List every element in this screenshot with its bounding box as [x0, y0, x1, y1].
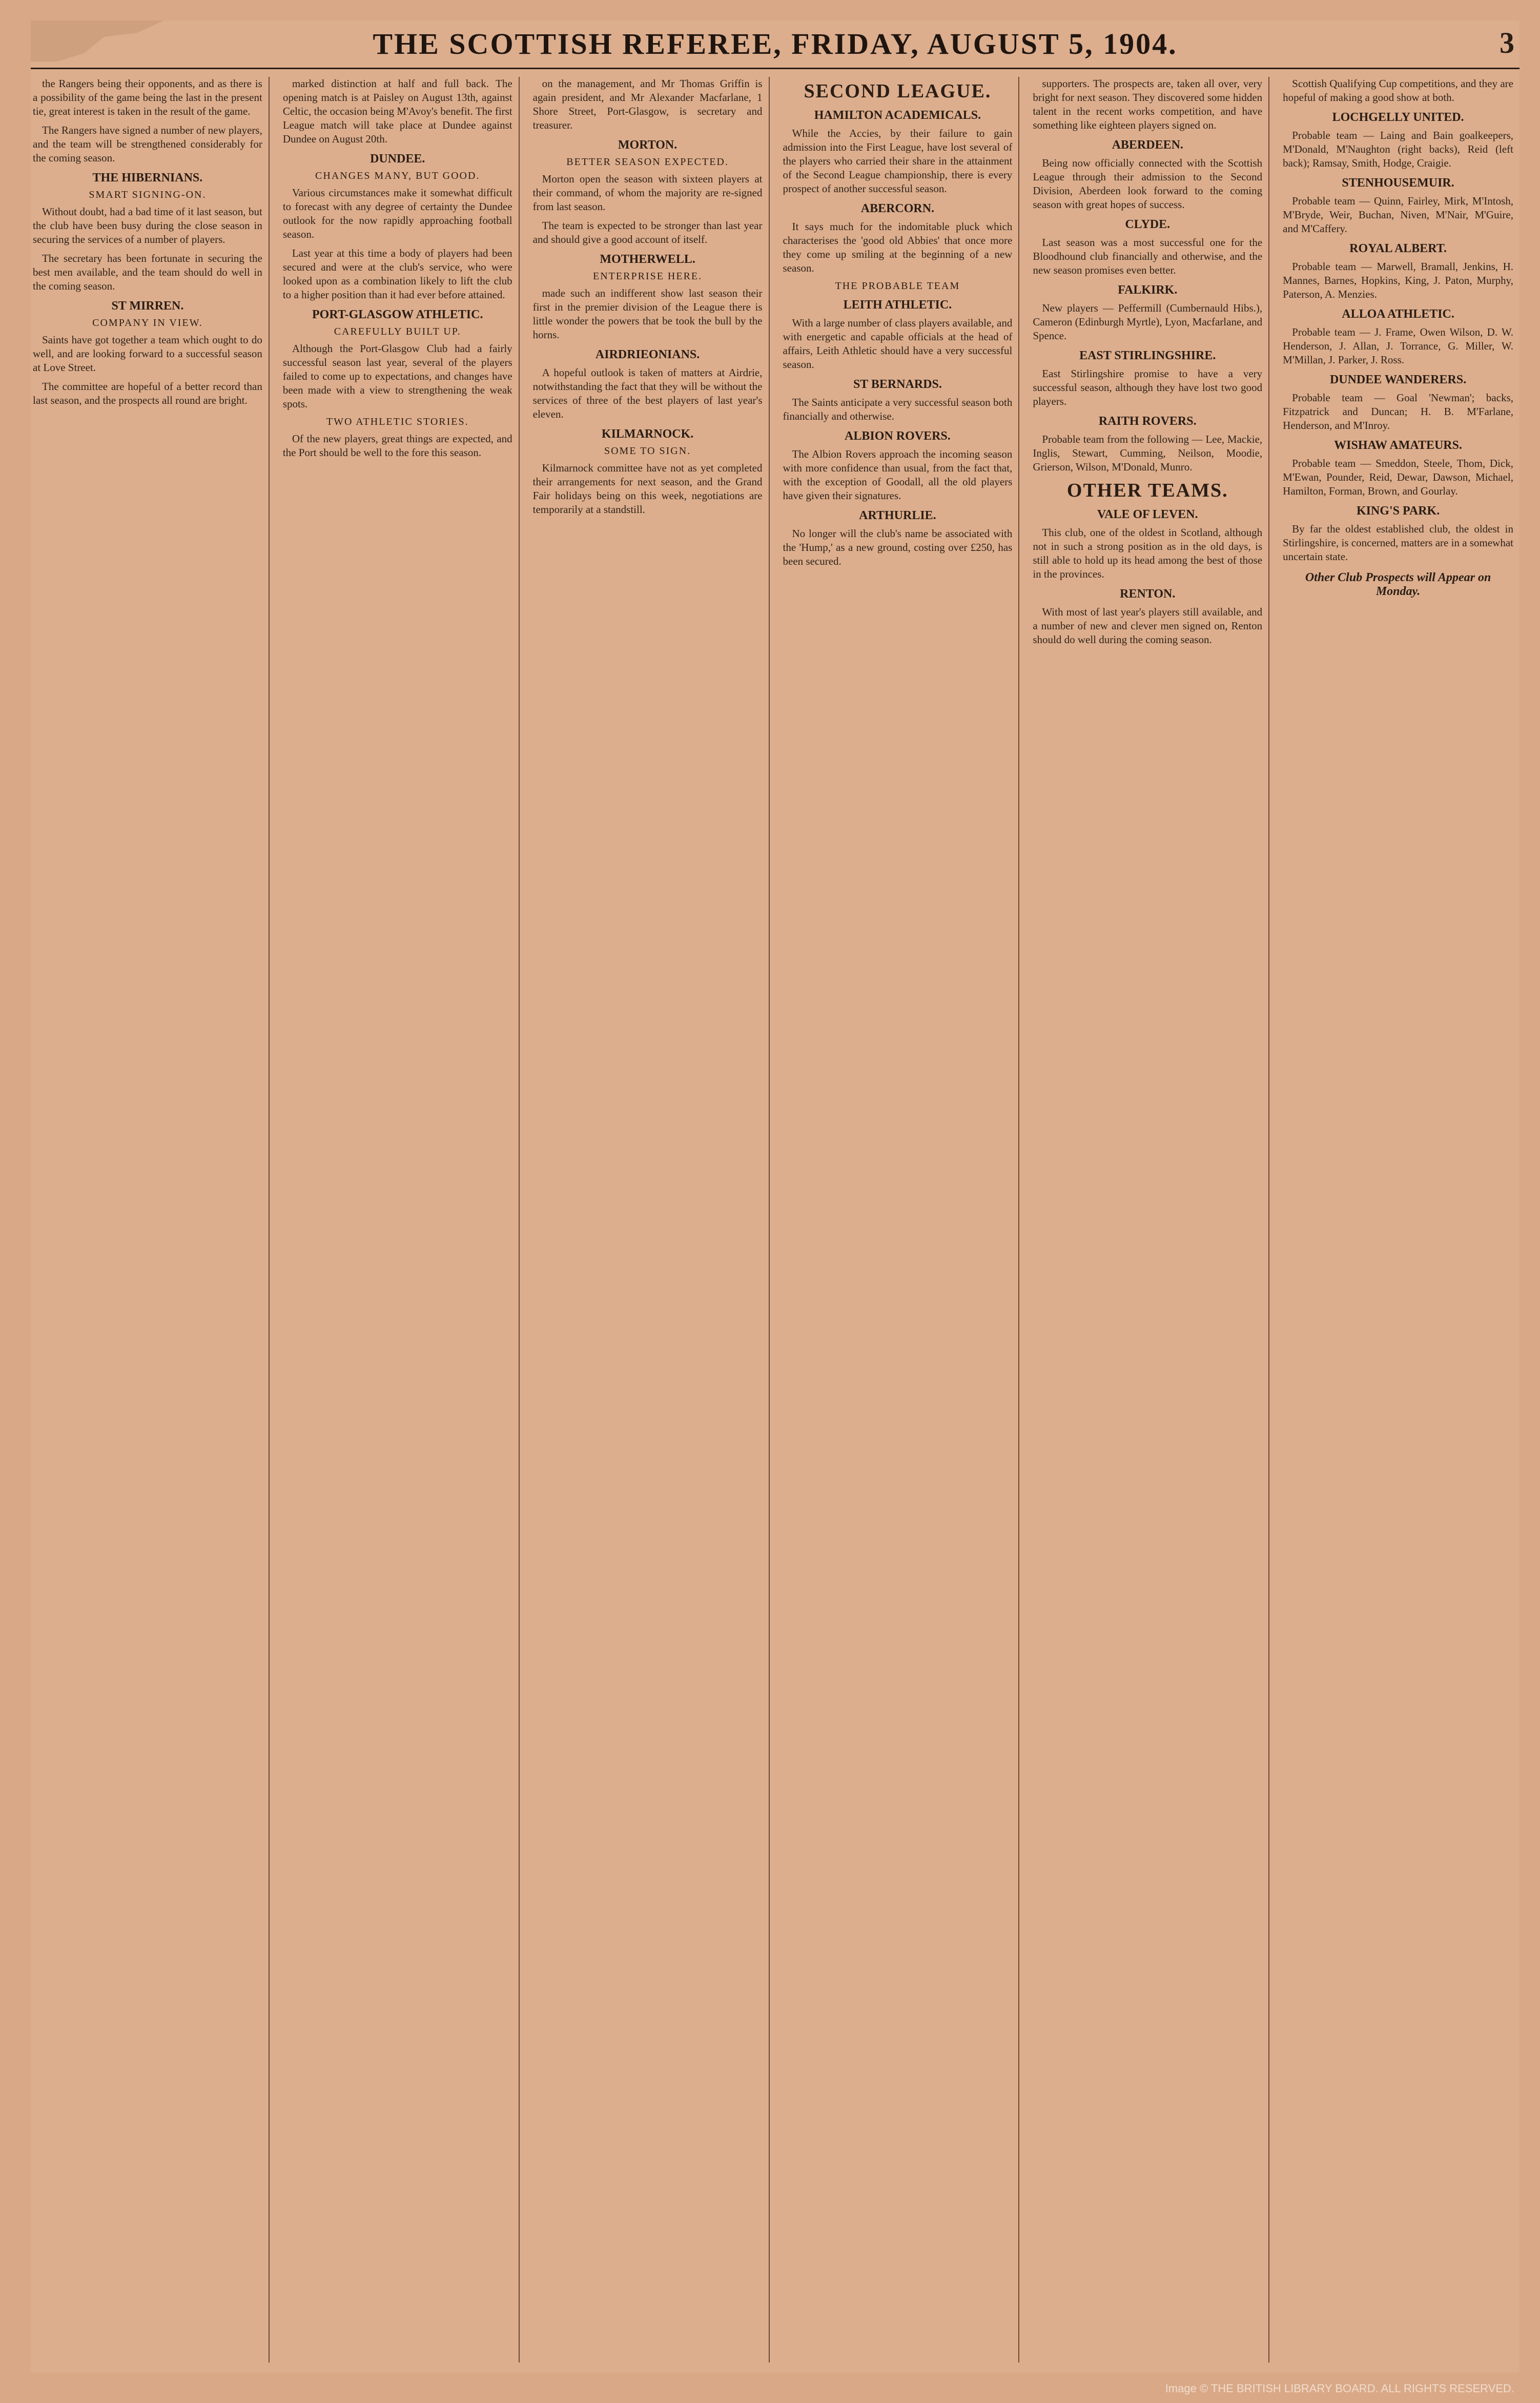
article-heading: LEITH ATHLETIC. [843, 298, 952, 312]
newspaper-page [31, 20, 1520, 2372]
article-heading: ABERDEEN. [1112, 138, 1183, 152]
article-paragraph: Of the new players, great things are expected, and the Port should be well to the fore this season. [282, 433, 512, 459]
article-paragraph: Last year at this time a body of players had been secured and were at the club's service, who were looked upon as a combination likely to lift the club to a higher position than it had ever before attained. [282, 247, 512, 301]
article-heading: STENHOUSEMUIR. [1342, 176, 1454, 190]
article-subheading: CHANGES MANY, BUT GOOD. [315, 170, 480, 181]
article-subheading: THE PROBABLE TEAM [835, 280, 960, 292]
section-heading: OTHER TEAMS. [1066, 480, 1228, 501]
article-paragraph: Probable team from the following — Lee, Mackie, Inglis, Stewart, Cumming, Neilson, Moodie, Grierson, Wilson, M'Donald, Munro. [1033, 433, 1263, 473]
article-paragraph: the Rangers being their opponents, and as there is a possibility of the game being the last in the present tie, great interest is taken in the result of the game. [33, 77, 262, 117]
article-heading: KILMARNOCK. [601, 427, 694, 441]
article-paragraph: marked distinction at half and full back. The opening match is at Paisley on August 13th, against Celtic, the occasion being M'Avoy's benefit. The first League match will take place at Dundee against Dundee on August 20th. [282, 77, 512, 145]
article-paragraph: While the Accies, by their failure to gain admission into the First League, have lost several of the players who carried their share in the attainment of the Second League championship, there is every prospect of another successful season. [783, 127, 1013, 195]
article-subheading: COMPANY IN VIEW. [92, 317, 203, 328]
article-heading: RENTON. [1120, 587, 1176, 601]
article-heading: ARTHURLIE. [859, 509, 936, 522]
article-paragraph: Without doubt, had a bad time of it last season, but the club have been busy during the close season in securing the services of a number of players. [33, 206, 262, 245]
image-credit: Image © THE BRITISH LIBRARY BOARD. ALL RIGHTS RESERVED. [1165, 2382, 1514, 2395]
article-heading: VALE OF LEVEN. [1097, 508, 1198, 521]
article-subheading: BETTER SEASON EXPECTED. [566, 156, 729, 168]
column-2 [281, 77, 520, 2363]
article-paragraph: The Albion Rovers approach the incoming season with more confidence than usual, from the fact that, with the exception of Goodall, all the old players have given their signatures. [783, 448, 1013, 502]
article-paragraph: With a large number of class players available, and with energetic and capable officials at the head of affairs, Leith Athletic should have a very successful season. [783, 317, 1013, 371]
article-heading: DUNDEE WANDERERS. [1329, 373, 1467, 386]
article-paragraph: The Rangers have signed a number of new players, and the team will be strengthened considerably for the coming season. [33, 124, 262, 164]
masthead-title: THE SCOTTISH REFEREE, FRIDAY, AUGUST 5, 1904. [373, 27, 1178, 60]
article-paragraph: Saints have got together a team which ought to do well, and are looking forward to a successful season at Love Street. [33, 334, 262, 374]
article-heading: HAMILTON ACADEMICALS. [814, 109, 981, 122]
masthead-rule [31, 68, 1520, 69]
column-4 [781, 77, 1020, 2363]
article-paragraph: This club, one of the oldest in Scotland, although not in such a strong position as in the old days, is still able to hold up its head among the best of those in the provinces. [1033, 526, 1263, 580]
footer-note: Other Club Prospects will Appear on Monday. [1305, 571, 1491, 598]
article-paragraph: By far the oldest established club, the oldest in Stirlingshire, is concerned, matters are in a somewhat uncertain state. [1283, 523, 1513, 563]
article-paragraph: The Saints anticipate a very successful season both financially and otherwise. [783, 396, 1013, 422]
article-subheading: SOME TO SIGN. [604, 445, 691, 457]
article-paragraph: on the management, and Mr Thomas Griffin is again president, and Mr Alexander Macfarlane, 1 Shore Street, Port-Glasgow, is secretary and treasurer. [532, 77, 763, 131]
article-heading: EAST STIRLINGSHIRE. [1079, 349, 1216, 362]
article-heading: RAITH ROVERS. [1098, 415, 1197, 428]
article-heading: THE HIBERNIANS. [92, 171, 203, 184]
column-3 [531, 77, 770, 2363]
article-paragraph: Probable team — Goal 'Newman'; backs, Fitzpatrick and Duncan; H. B. M'Farlane, Henderson, and M'Inroy. [1283, 392, 1513, 432]
section-heading: SECOND LEAGUE. [804, 80, 992, 102]
article-paragraph: supporters. The prospects are, taken all over, very bright for next season. They discovered some hidden talent in the recent works competition, and have something like eighteen players signed on. [1033, 77, 1263, 131]
article-subheading: CAREFULLY BUILT UP. [334, 326, 461, 337]
article-paragraph: It says much for the indomitable pluck which characterises the 'good old Abbies' that once more they come up smiling at the beginning of a new season. [783, 220, 1013, 274]
article-heading: WISHAW AMATEURS. [1334, 439, 1462, 452]
article-paragraph: Scottish Qualifying Cup competitions, and they are hopeful of making a good show at both. [1283, 77, 1513, 104]
column-1 [31, 77, 270, 2363]
article-heading: FALKIRK. [1118, 283, 1178, 297]
article-paragraph: Probable team — Quinn, Fairley, Mirk, M'Intosh, M'Bryde, Weir, Buchan, Niven, M'Nair, M'Guire, and M'Caffery. [1283, 195, 1513, 235]
article-heading: LOCHGELLY UNITED. [1332, 111, 1464, 124]
article-paragraph: Last season was a most successful one for the Bloodhound club financially and otherwise, and the new season promises even better. [1033, 236, 1263, 276]
column-6 [1281, 77, 1520, 2363]
article-paragraph: Various circumstances make it somewhat difficult to forecast with any degree of certainty the Dundee outlook for the now rapidly approaching football season. [282, 187, 512, 240]
article-heading: KING'S PARK. [1356, 504, 1440, 518]
article-subheading: ENTERPRISE HERE. [593, 271, 703, 282]
article-paragraph: The secretary has been fortunate in securing the best men available, and the team should do well in the coming season. [33, 252, 262, 292]
article-heading: DUNDEE. [370, 152, 425, 166]
article-paragraph: East Stirlingshire promise to have a very successful season, although they have lost two good players. [1033, 367, 1263, 407]
page-number: 3 [1500, 26, 1514, 59]
article-heading: CLYDE. [1125, 218, 1171, 231]
article-paragraph: Being now officially connected with the Scottish League through their admission to the Second Division, Aberdeen look forward to the coming season with great hopes of success. [1033, 157, 1263, 211]
article-paragraph: Probable team — Smeddon, Steele, Thom, Dick, M'Ewan, Pounder, Reid, Dewar, Dawson, Michael, Hamilton, Forman, Brown, and Gourlay. [1283, 457, 1513, 497]
article-heading: ABERCORN. [860, 202, 935, 215]
article-subheading: SMART SIGNING-ON. [89, 189, 207, 200]
article-paragraph: No longer will the club's name be associated with the 'Hump,' as a new ground, costing over £250, has been secured. [783, 527, 1013, 567]
article-paragraph: Probable team — Marwell, Bramall, Jenkins, H. Mannes, Barnes, Hopkins, King, J. Paton, Murphy, Paterson, A. Menzies. [1283, 260, 1513, 300]
article-heading: MORTON. [618, 138, 677, 152]
article-paragraph: Probable team — Laing and Bain goalkeepers, M'Donald, M'Naughton (right backs), Reid (left back); Ramsay, Smith, Hodge, Craigie. [1283, 129, 1513, 169]
article-paragraph: With most of last year's players still available, and a number of new and clever men signed on, Renton should do well during the coming season. [1033, 606, 1263, 646]
column-5 [1031, 77, 1269, 2363]
article-paragraph: A hopeful outlook is taken of matters at Airdrie, notwithstanding the fact that they will be without the services of three of the best players of last year's eleven. [532, 366, 763, 420]
article-paragraph: The committee are hopeful of a better record than last season, and the prospects all round are bright. [33, 380, 262, 406]
masthead [31, 26, 1520, 61]
article-heading: ROYAL ALBERT. [1349, 242, 1447, 255]
article-heading: ST BERNARDS. [853, 378, 942, 391]
article-paragraph: Although the Port-Glasgow Club had a fairly successful season last year, several of the players failed to come up to expectations, and changes have been made with a view to strengthening the weak spots. [282, 342, 512, 410]
article-heading: ALBION ROVERS. [845, 429, 951, 443]
article-heading: PORT-GLASGOW ATHLETIC. [312, 308, 483, 321]
article-subheading: TWO ATHLETIC STORIES. [326, 416, 469, 427]
article-paragraph: New players — Peffermill (Cumbernauld Hibs.), Cameron (Edinburgh Myrtle), Lyon, Macfarlane, and Spence. [1033, 302, 1263, 342]
article-heading: ST MIRREN. [111, 299, 184, 313]
article-heading: AIRDRIEONIANS. [595, 348, 700, 361]
article-heading: ALLOA ATHLETIC. [1342, 307, 1454, 321]
article-paragraph: Morton open the season with sixteen players at their command, of whom the majority are re-signed from last season. [532, 173, 763, 213]
article-paragraph: The team is expected to be stronger than last year and should give a good account of itself. [532, 219, 763, 245]
article-heading: MOTHERWELL. [600, 253, 695, 266]
article-paragraph: Probable team — J. Frame, Owen Wilson, D. W. Henderson, J. Allan, J. Torrance, G. Miller, W. M'Millan, J. Parker, J. Ross. [1283, 326, 1513, 366]
article-paragraph: made such an indifferent show last season their first in the premier division of the League there is little wonder the powers that be took the bull by the horns. [532, 287, 763, 341]
article-paragraph: Kilmarnock committee have not as yet completed their arrangements for next season, and the Grand Fair holidays being on this week, negotiations are temporarily at a standstill. [532, 462, 763, 516]
columns [31, 77, 1520, 2363]
